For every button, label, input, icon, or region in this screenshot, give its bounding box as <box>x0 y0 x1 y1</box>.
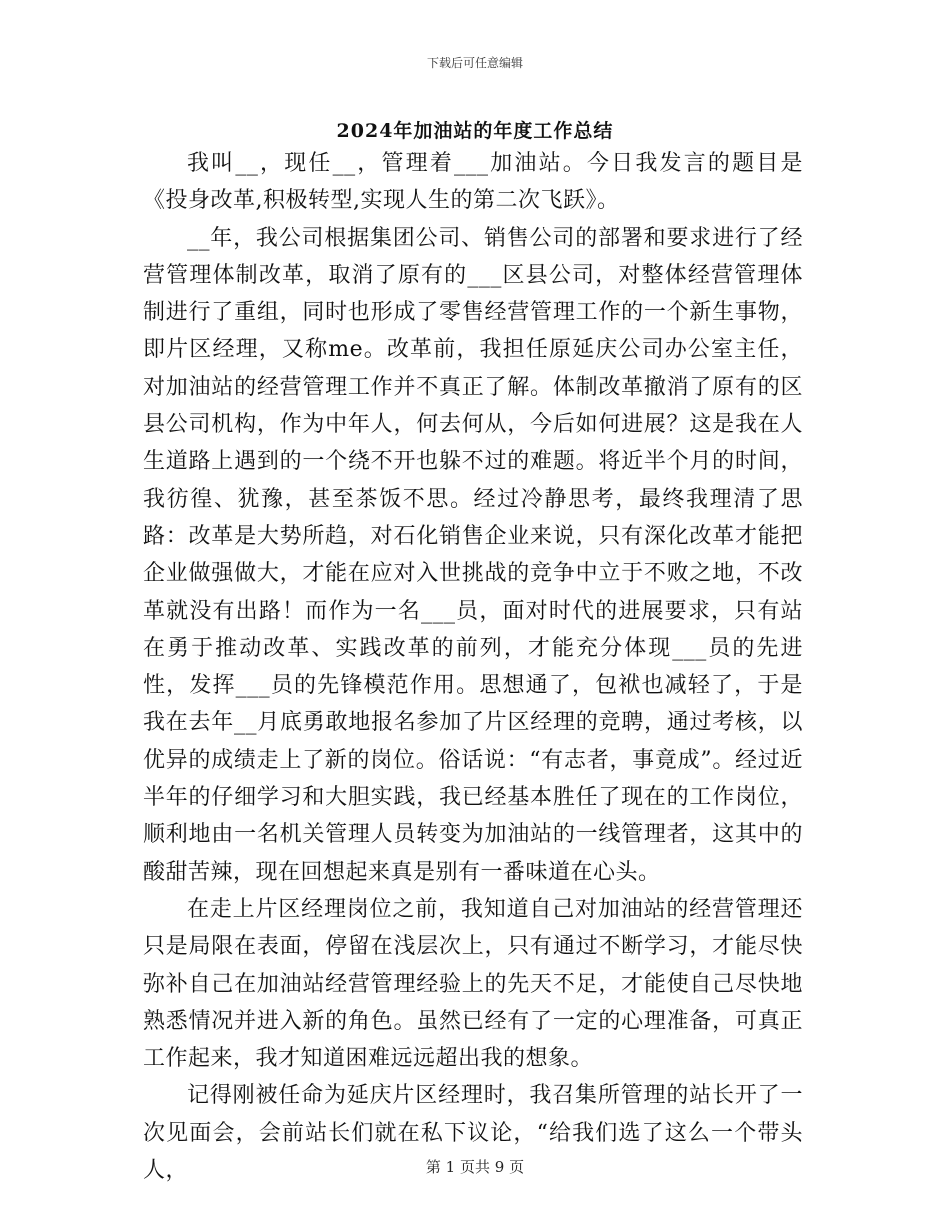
document-title: 2024年加油站的年度工作总结 <box>336 120 614 142</box>
paragraph-learning: 在走上片区经理岗位之前，我知道自己对加油站的经营管理还只是局限在表面，停留在浅层次上，只有通过不断学习，才能尽快弥补自己在加油站经营管理经验上的先天不足，才能使自己尽快地熟悉情况并进入新的角色。虽然已经有了一定的心理准备，可真正工作起来，我才知道困难远远超出我的想象。 <box>143 896 803 1072</box>
paragraph-reform: __年，我公司根据集团公司、销售公司的部署和要求进行了经营管理体制改革，取消了原有的___区县公司，对整体经营管理体制进行了重组，同时也形成了零售经营管理工作的一个新生事物，即片区经理，又称me。改革前，我担任原延庆公司办公室主任，对加油站的经营管理工作并不真正了解。体制改革撤消了原有的区县公司机构，作为中年人，何去何从，今后如何进展？这是我在人生道路上遇到的一个绕不开也躲不过的难题。将近半个月的时间，我彷徨、犹豫，甚至茶饭不思。经过冷静思考，最终我理清了思路：改革是大势所趋，对石化销售企业来说，只有深化改革才能把企业做强做大，才能在应对入世挑战的竞争中立于不败之地，不改革就没有出路！而作为一名___员，面对时代的进展要求，只有站在勇于推动改革、实践改革的前列，才能充分体现___员的先进性，发挥___员的先锋模范作用。思想通了，包袱也减轻了，于是我在去年__月底勇敢地报名参加了片区经理的竞聘，通过考核，以优异的成绩走上了新的岗位。俗话说：“有志者，事竟成”。经过近半年的仔细学习和大胆实践，我已经基本胜任了现在的工作岗位，顺利地由一名机关管理人员转变为加油站的一线管理者，这其中的酸甜苦辣，现在回想起来真是别有一番味道在心头。 <box>143 225 803 885</box>
page-header: 下载后可任意编辑 <box>426 56 523 70</box>
paragraph-intro: 我叫__，现任__，管理着___加油站。今日我发言的题目是《投身改革,积极转型,实现人生的第二次飞跃》。 <box>143 151 803 214</box>
document-body <box>143 145 803 1189</box>
page-number-footer: 第 1 页共 9 页 <box>425 1158 525 1176</box>
paragraph-first-meeting: 记得刚被任命为延庆片区经理时，我召集所管理的站长开了一次见面会，会前站长们就在私下议论，“给我们选了这么一个带头人， <box>143 1083 803 1184</box>
